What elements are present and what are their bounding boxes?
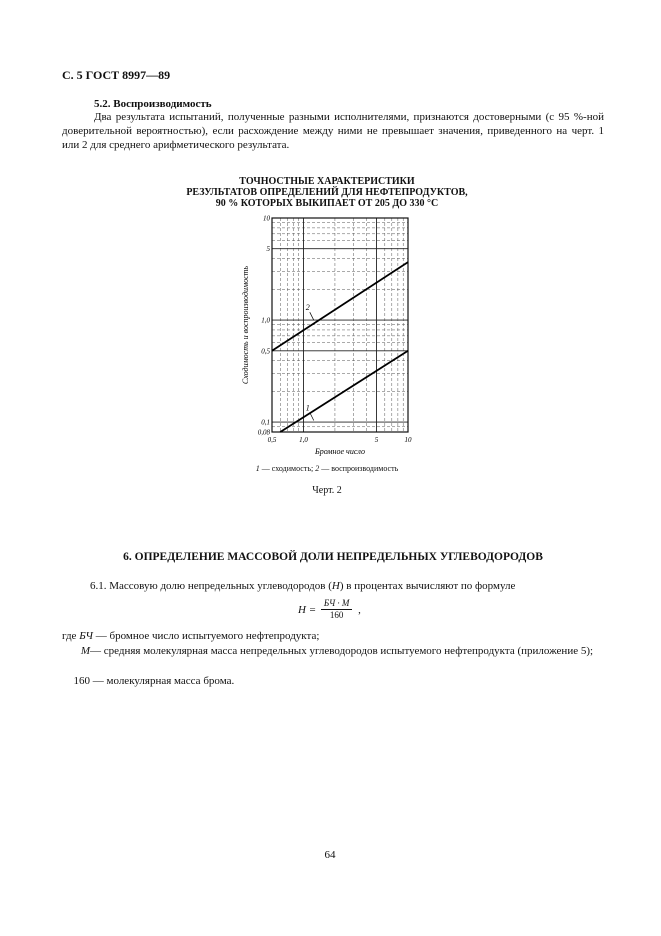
x-tick-label: 5 <box>374 436 379 444</box>
section-5-2-text <box>62 110 604 152</box>
figure-caption: Черт. 2 <box>312 485 342 496</box>
paragraph-6-1 <box>90 579 610 593</box>
chart-legend <box>120 462 534 476</box>
formula-tail: , <box>358 603 361 616</box>
section-5-2-body: Два результата испытаний, полученные разными исполнителями, признаются достоверными (с 95 %-ной доверительной вероятностью), если расхождение между ними не превышает значения, приведенного на черт. 1 или 2 для среднего арифметического результата. <box>62 111 604 151</box>
legend-series-1-text: — сходимость; <box>259 464 316 473</box>
precision-chart <box>236 210 426 460</box>
legend-series-2-text: — воспроизводимость <box>319 464 399 473</box>
formula <box>298 598 361 621</box>
chart-labels <box>306 303 314 420</box>
chart-series <box>272 262 408 432</box>
definition-bromine-mass <box>62 674 234 688</box>
x-tick-label: 0,5 <box>267 436 277 444</box>
curve-label-2: 2 <box>305 303 310 313</box>
definition-symbol: БЧ <box>79 630 93 642</box>
chart-grid <box>272 218 408 432</box>
page-number: 64 <box>324 849 336 861</box>
curve-label-leader <box>310 312 314 320</box>
y-tick-label: 10 <box>263 214 270 223</box>
y-tick-label: 0,5 <box>261 347 270 356</box>
x-tick-label: 1,0 <box>299 436 308 444</box>
paragraph-6-1-variable: Н <box>331 580 340 592</box>
definition-bromine-number <box>62 629 319 643</box>
paragraph-6-1-end: ) в процентах вычисляют по формуле <box>339 580 516 592</box>
x-axis-label: Бромное число <box>315 447 365 456</box>
y-axis-label: Сходимость и воспроизводимость <box>241 265 250 385</box>
y-tick-label: 0,08 <box>257 428 270 437</box>
y-tick-label: 5 <box>266 245 270 254</box>
formula-lhs: Н = <box>298 603 317 616</box>
formula-numerator: БЧ · М <box>321 598 353 610</box>
definition-text: — средняя молекулярная масса непредельных углеводородов испытуемого нефтепродукта (приложение 5); <box>90 645 594 657</box>
formula-denominator: 160 <box>329 610 344 620</box>
curve-label-1: 1 <box>305 403 310 413</box>
y-tick-label: 1,0 <box>261 316 270 325</box>
chart-title-line-3: 90 % КОТОРЫХ ВЫКИПАЕТ ОТ 205 ДО 330 °С <box>215 198 439 209</box>
definition-text: — бромное число испытуемого нефтепродукта; <box>92 630 320 642</box>
legend-series-1-number: 1 <box>255 464 260 473</box>
y-tick-label: 0,1 <box>261 418 270 427</box>
definition-text: — молекулярная масса брома. <box>90 675 235 687</box>
document-header: С. 5 ГОСТ 8997—89 <box>62 68 171 82</box>
chart-title-line-1: ТОЧНОСТНЫЕ ХАРАКТЕРИСТИКИ <box>239 176 415 187</box>
chart-axes <box>241 215 412 457</box>
x-tick-label: 10 <box>404 436 412 444</box>
definition-prefix: где <box>62 630 80 642</box>
chart-title <box>120 176 534 209</box>
paragraph-6-1-start: 6.1. Массовую долю непредельных углеводородов ( <box>90 580 332 592</box>
definition-molecular-mass <box>62 644 608 658</box>
formula-fraction <box>321 598 353 621</box>
definition-symbol: М <box>80 645 90 657</box>
chart-title-line-2: РЕЗУЛЬТАТОВ ОПРЕДЕЛЕНИЙ ДЛЯ НЕФТЕПРОДУКТОВ, <box>186 187 468 198</box>
definition-symbol: 160 <box>73 675 90 687</box>
plot-frame <box>272 218 408 432</box>
section-6-title: 6. ОПРЕДЕЛЕНИЕ МАССОВОЙ ДОЛИ НЕПРЕДЕЛЬНЫХ УГЛЕВОДОРОДОВ <box>123 551 543 563</box>
section-5-2-title: 5.2. Воспроизводимость <box>94 98 212 110</box>
series-line-2 <box>272 262 408 351</box>
legend-series-2-number: 2 <box>315 464 320 473</box>
curve-label-leader <box>310 412 314 420</box>
